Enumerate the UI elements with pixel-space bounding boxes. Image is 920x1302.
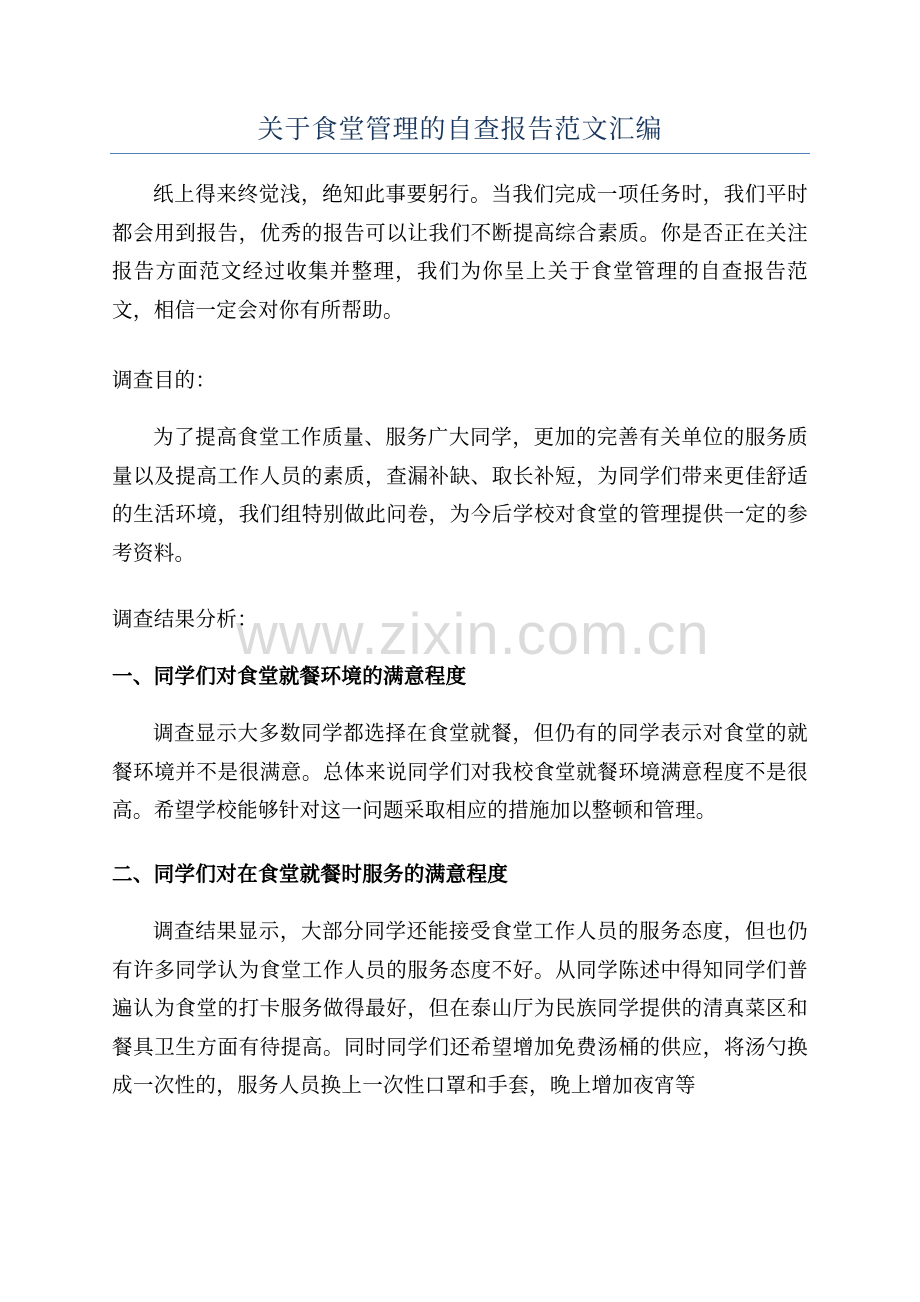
section2-heading: 二、同学们对在食堂就餐时服务的满意程度 (112, 862, 509, 886)
section2-block (112, 912, 808, 1105)
section1-paragraph: 调查显示大多数同学都选择在食堂就餐，但仍有的同学表示对食堂的就餐环境并不是很满意。总体来说同学们对我校食堂就餐环境满意程度不是很高。希望学校能够针对这一问题采取相应的措施加以整顿和管理。 (112, 721, 808, 822)
section2-heading-block (112, 855, 808, 894)
purpose-label: 调查目的： (112, 368, 217, 392)
intro-paragraph: 纸上得来终觉浅，绝知此事要躬行。当我们完成一项任务时，我们平时都会用到报告，优秀的报告可以让我们不断提高综合素质。你是否正在关注报告方面范文经过收集并整理，我们为你呈上关于食堂管理的自查报告范文，相信一定会对你有所帮助。 (112, 182, 808, 322)
purpose-block (112, 418, 808, 572)
watermark-text: www.zixin.com.cn (236, 602, 710, 667)
title-underline (110, 153, 810, 154)
intro-block (112, 175, 808, 329)
section1-block (112, 714, 808, 830)
analysis-label-block (112, 600, 808, 639)
section1-heading: 一、同学们对食堂就餐环境的满意程度 (112, 664, 467, 688)
purpose-label-block (112, 361, 808, 400)
section2-paragraph: 调查结果显示，大部分同学还能接受食堂工作人员的服务态度，但也仍有许多同学认为食堂工作人员的服务态度不好。从同学陈述中得知同学们普遍认为食堂的打卡服务做得最好，但在泰山厅为民族同学提供的清真菜区和餐具卫生方面有待提高。同时同学们还希望增加免费汤桶的供应，将汤勺换成一次性的，服务人员换上一次性口罩和手套，晚上增加夜宵等 (112, 919, 808, 1097)
analysis-label: 调查结果分析： (112, 607, 258, 631)
purpose-paragraph: 为了提高食堂工作质量、服务广大同学，更加的完善有关单位的服务质量以及提高工作人员的素质，查漏补缺、取长补短，为同学们带来更佳舒适的生活环境，我们组特别做此问卷，为今后学校对食堂的管理提供一定的参考资料。 (112, 425, 808, 565)
document-title: 关于食堂管理的自查报告范文汇编 (257, 115, 663, 145)
section1-heading-block (112, 657, 808, 696)
